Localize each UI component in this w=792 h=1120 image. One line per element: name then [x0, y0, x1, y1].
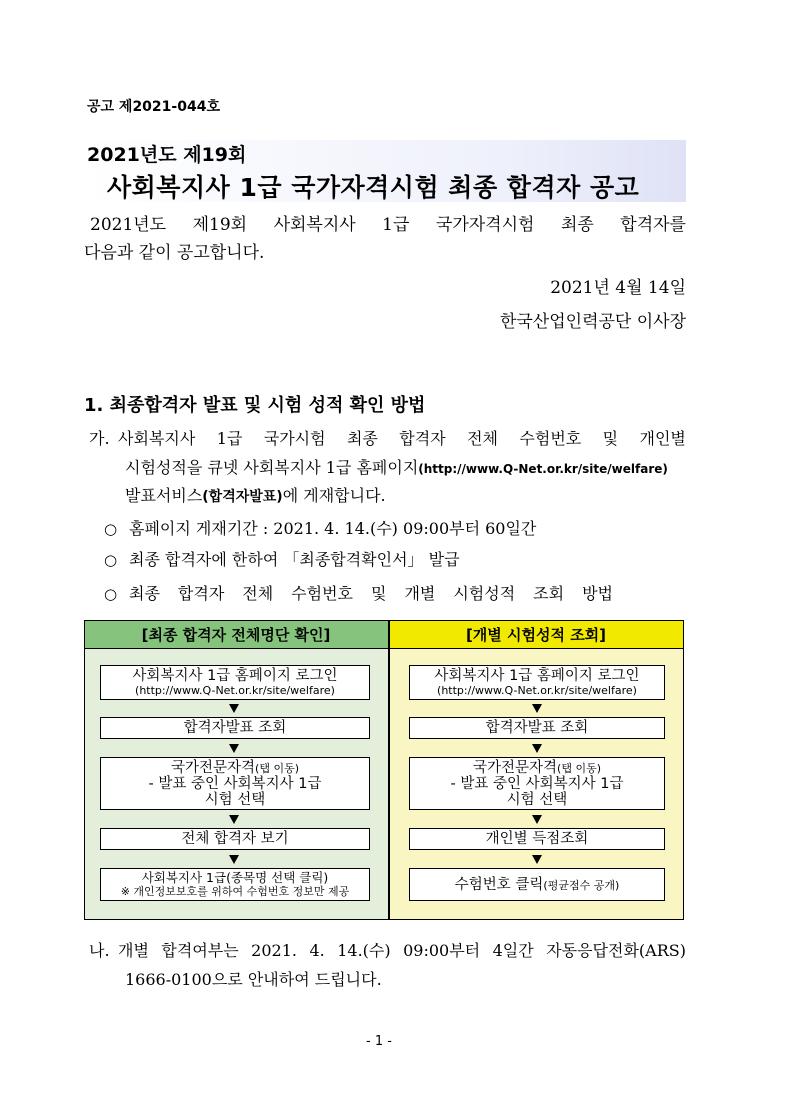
- item-ga-line1: [118, 425, 686, 453]
- item-word: 합격여부는: [161, 941, 239, 960]
- item-word: 최종: [346, 429, 378, 448]
- flow-table-border: [84, 620, 684, 920]
- intro-word: 제19회: [192, 215, 248, 235]
- item-word: 4일간: [492, 941, 534, 960]
- bullet-lookup-method: [129, 580, 613, 608]
- item-word: 및: [602, 429, 619, 448]
- item-word: 자동응답전화(ARS): [546, 941, 686, 960]
- step-url[interactable]: (http://www.Q-Net.or.kr/site/welfare): [437, 684, 637, 697]
- bullet-word: 최종: [129, 584, 160, 603]
- item-word: 국가시험: [263, 429, 326, 448]
- flow-right-header: [개별 시험성적 조회]: [389, 620, 683, 649]
- intro-line1: [90, 212, 686, 239]
- item-na-line1: [118, 937, 686, 965]
- bullet-word: 조회: [533, 584, 565, 603]
- page-title: 사회복지사 1급 국가자격시험 최종 합격자 공고: [107, 173, 640, 202]
- bullet-word: 개별: [404, 584, 436, 603]
- bullet-word: 전체: [242, 584, 274, 603]
- item-word: 14.(수): [337, 941, 391, 960]
- item-word: 수험번호: [519, 429, 582, 448]
- item-ga-line3-bold: (합격자발표): [202, 489, 283, 505]
- item-word: 4.: [309, 941, 325, 960]
- intro-word: 국가자격시험: [435, 215, 535, 235]
- flow-left-header: [최종 합격자 전체명단 확인]: [84, 620, 388, 649]
- bullet-posting-period: 홈페이지 게재기간 : 2021. 4. 14.(수) 09:00부터 60일간: [129, 519, 537, 538]
- step-url[interactable]: (http://www.Q-Net.or.kr/site/welfare): [135, 684, 335, 697]
- page-number: - 1 -: [366, 1034, 392, 1049]
- bullet-word: 방법: [582, 584, 613, 603]
- item-word: 사회복지사: [118, 429, 196, 448]
- bullet-marker: ○: [104, 520, 118, 538]
- item-ga-marker: 가.: [89, 429, 110, 448]
- item-na-line2: 1666-0100으로 안내하여 드립니다.: [125, 970, 382, 989]
- step-main-a-small: (탭 이동): [557, 761, 601, 775]
- item-ga-line3: [125, 482, 386, 511]
- step-main: 사회복지사 1급 홈페이지 로그인: [132, 668, 338, 684]
- bullet-word: 및: [370, 584, 387, 603]
- bullet-certificate: 최종 합격자에 한하여 「최종합격확인서」 발급: [129, 550, 460, 569]
- step-main-a: 국가전문자격: [170, 759, 256, 776]
- intro-word: 최종: [560, 215, 594, 235]
- item-word: 2021.: [251, 941, 297, 960]
- step-main: 사회복지사 1급(종목명 선택 클릭): [141, 870, 329, 885]
- item-word: 09:00부터: [403, 941, 481, 960]
- bullet-word: 시험성적: [453, 584, 516, 603]
- step-main-a-small: (탭 이동): [255, 761, 299, 775]
- item-ga-line3-pre: 발표서비스: [125, 486, 203, 505]
- qnet-url-link[interactable]: (http://www.Q-Net.or.kr/site/welfare): [418, 462, 668, 476]
- step-note: ※ 개인정보보호를 위하여 수험번호 정보만 제공: [120, 885, 350, 898]
- item-ga-line2: [125, 454, 668, 483]
- item-word: 개별: [118, 941, 149, 960]
- item-word: 개인별: [639, 429, 686, 448]
- item-word: 1급: [216, 429, 243, 448]
- item-word: 전체: [467, 429, 498, 448]
- item-ga-line2-text: 시험성적을 큐넷 사회복지사 1급 홈페이지: [125, 458, 419, 477]
- section1-heading: 1. 최종합격자 발표 및 시험 성적 확인 방법: [84, 395, 426, 416]
- bullet-word: 수험번호: [291, 584, 353, 603]
- intro-line2: 다음과 같이 공고합니다.: [84, 243, 265, 263]
- intro-word: 1급: [382, 215, 410, 235]
- intro-word: 사회복지사: [273, 215, 356, 235]
- issuer: 한국산업인력공단 이사장: [499, 312, 686, 332]
- step-main-small: (평균점수 공개): [543, 878, 620, 892]
- item-word: 합격자: [399, 429, 446, 448]
- notice-number: 공고 제2021-044호: [87, 99, 220, 115]
- step-main-b: - 발표 중인 사회복지사 1급: [148, 775, 322, 792]
- step-main: 합격자발표 조회: [183, 720, 287, 736]
- step-main-text: 수험번호 클릭: [454, 876, 544, 893]
- announcement-date: 2021년 4월 14일: [550, 278, 686, 298]
- item-na-marker: 나.: [89, 941, 110, 960]
- step-main: 합격자발표 조회: [485, 720, 589, 736]
- step-main: 사회복지사 1급 홈페이지 로그인: [434, 668, 640, 684]
- bullet-word: 합격자: [177, 584, 225, 603]
- step-main-b: - 발표 중인 사회복지사 1급: [450, 775, 624, 792]
- intro-word: 2021년도: [90, 215, 167, 235]
- title-line1: 2021년도 제19회: [87, 144, 247, 166]
- step-main-c: 시험 선택: [204, 791, 266, 808]
- item-ga-line3-post: 에 게재합니다.: [282, 486, 386, 505]
- intro-word: 합격자를: [620, 215, 686, 235]
- step-main: 개인별 득점조회: [485, 831, 589, 847]
- step-main-c: 시험 선택: [506, 791, 568, 808]
- step-main: 전체 합격자 보기: [181, 831, 289, 847]
- step-main-a: 국가전문자격: [472, 759, 558, 776]
- bullet-marker: ○: [104, 551, 118, 569]
- bullet-marker: ○: [104, 585, 118, 603]
